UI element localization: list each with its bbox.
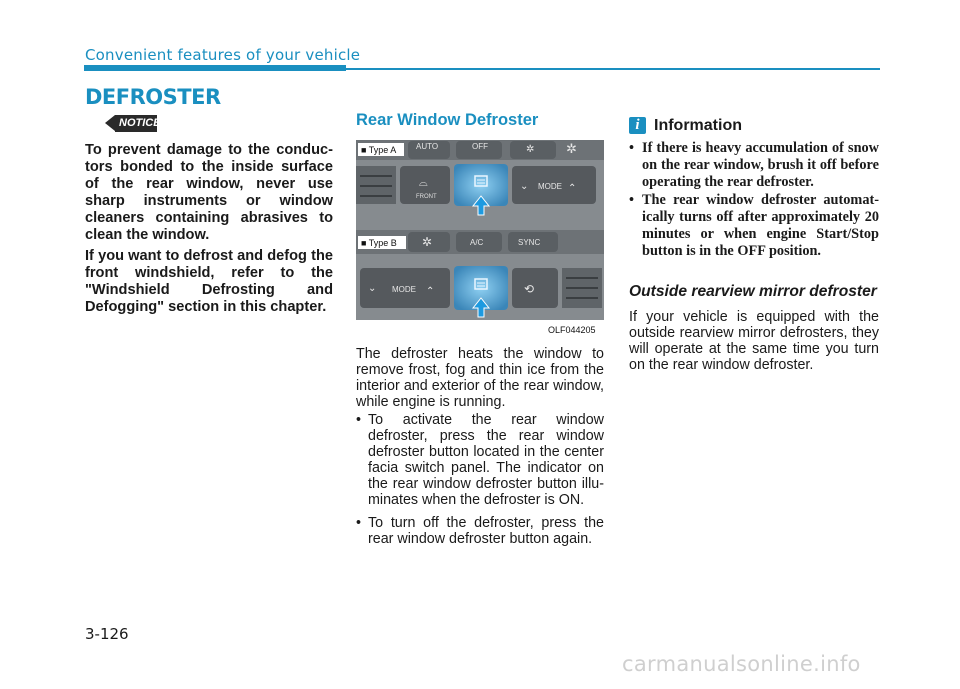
header-rule-thin xyxy=(346,68,880,70)
list-item xyxy=(356,515,604,547)
control-panel-illustration xyxy=(356,140,604,338)
chevron-down-icon: ⌄ xyxy=(368,283,377,294)
front-defrost-icon: ⌓ xyxy=(419,177,428,189)
mirror-title: Outside rearview mirror defroster xyxy=(629,283,877,300)
recirculation-button xyxy=(512,268,558,308)
rear-intro-paragraph: The defroster heats the window to remove frost, fog and thin ice from the interior and exterior of the rear window, while engine is running. xyxy=(356,346,604,410)
control-panel-figure xyxy=(356,140,604,338)
fan-icon: ✲ xyxy=(566,141,577,156)
chevron-down-icon: ⌄ xyxy=(520,181,529,192)
notice-paragraph: To prevent damage to the conduc-tors bonded to the inside surface of the rear window, never use sharp instruments or window cleaners containing abrasives to clean the window. xyxy=(85,142,333,243)
subsection-title: Rear Window Defroster xyxy=(356,111,539,129)
type-a-panel xyxy=(356,140,604,215)
list-item xyxy=(629,140,879,191)
fan-icon: ✲ xyxy=(526,144,535,155)
figure-code: OLF044205 xyxy=(548,325,596,335)
bullet-text: If there is heavy accumulation of snow on the rear window, brush it off before operating the rear defroster. xyxy=(642,140,879,190)
type-a-label: ■ Type A xyxy=(361,145,397,155)
page-number: 3-126 xyxy=(85,625,129,643)
ac-label: A/C xyxy=(470,238,484,247)
chevron-up-icon: ⌃ xyxy=(568,183,577,194)
info-title: Information xyxy=(654,117,742,134)
recirculation-icon: ⟲ xyxy=(524,282,535,296)
list-item xyxy=(356,412,604,508)
bullet-text: To turn off the defroster, press the rear window defroster button again. xyxy=(368,515,604,547)
auto-label: AUTO xyxy=(416,142,439,151)
type-b-panel xyxy=(356,230,604,317)
bullet-dot: • xyxy=(356,515,362,531)
mode-label: MODE xyxy=(392,285,416,294)
sync-label: SYNC xyxy=(518,238,541,247)
info-icon: i xyxy=(629,117,646,134)
chevron-up-icon: ⌃ xyxy=(426,286,435,297)
bullet-dot: • xyxy=(629,140,635,156)
bullet-text: The rear window defroster automat-ically turns off after approximately 20 minutes or when engine Start/Stop button is in the OFF position. xyxy=(642,192,879,259)
bullet-dot: • xyxy=(356,412,362,428)
type-b-label: ■ Type B xyxy=(361,238,397,248)
notice-badge: NOTICE xyxy=(115,115,157,132)
section-title: DEFROSTER xyxy=(85,85,221,109)
header-rule-thick xyxy=(84,65,346,71)
mirror-paragraph: If your vehicle is equipped with the outside rearview mirror defrosters, they will operate at the same time you turn on the rear window defroster. xyxy=(629,309,879,373)
off-label: OFF xyxy=(472,142,488,151)
bullet-dot: • xyxy=(629,192,635,208)
watermark: carmanualsonline.info xyxy=(622,652,861,676)
fan-icon: ✲ xyxy=(422,235,433,249)
mode-label: MODE xyxy=(538,182,562,191)
header-title: Convenient features of your vehicle xyxy=(85,46,361,64)
front-label: FRONT xyxy=(416,194,437,200)
list-item xyxy=(629,192,879,260)
bullet-text: To activate the rear window defroster, press the rear window defroster button located in the center facia switch panel. The indicator on the rear window defroster button illu-minates when the defroster is ON. xyxy=(368,412,604,508)
notice-paragraph: If you want to defrost and defog the front windshield, refer to the "Windshield Defrosting and Defogging" section in this chapter. xyxy=(85,248,333,315)
